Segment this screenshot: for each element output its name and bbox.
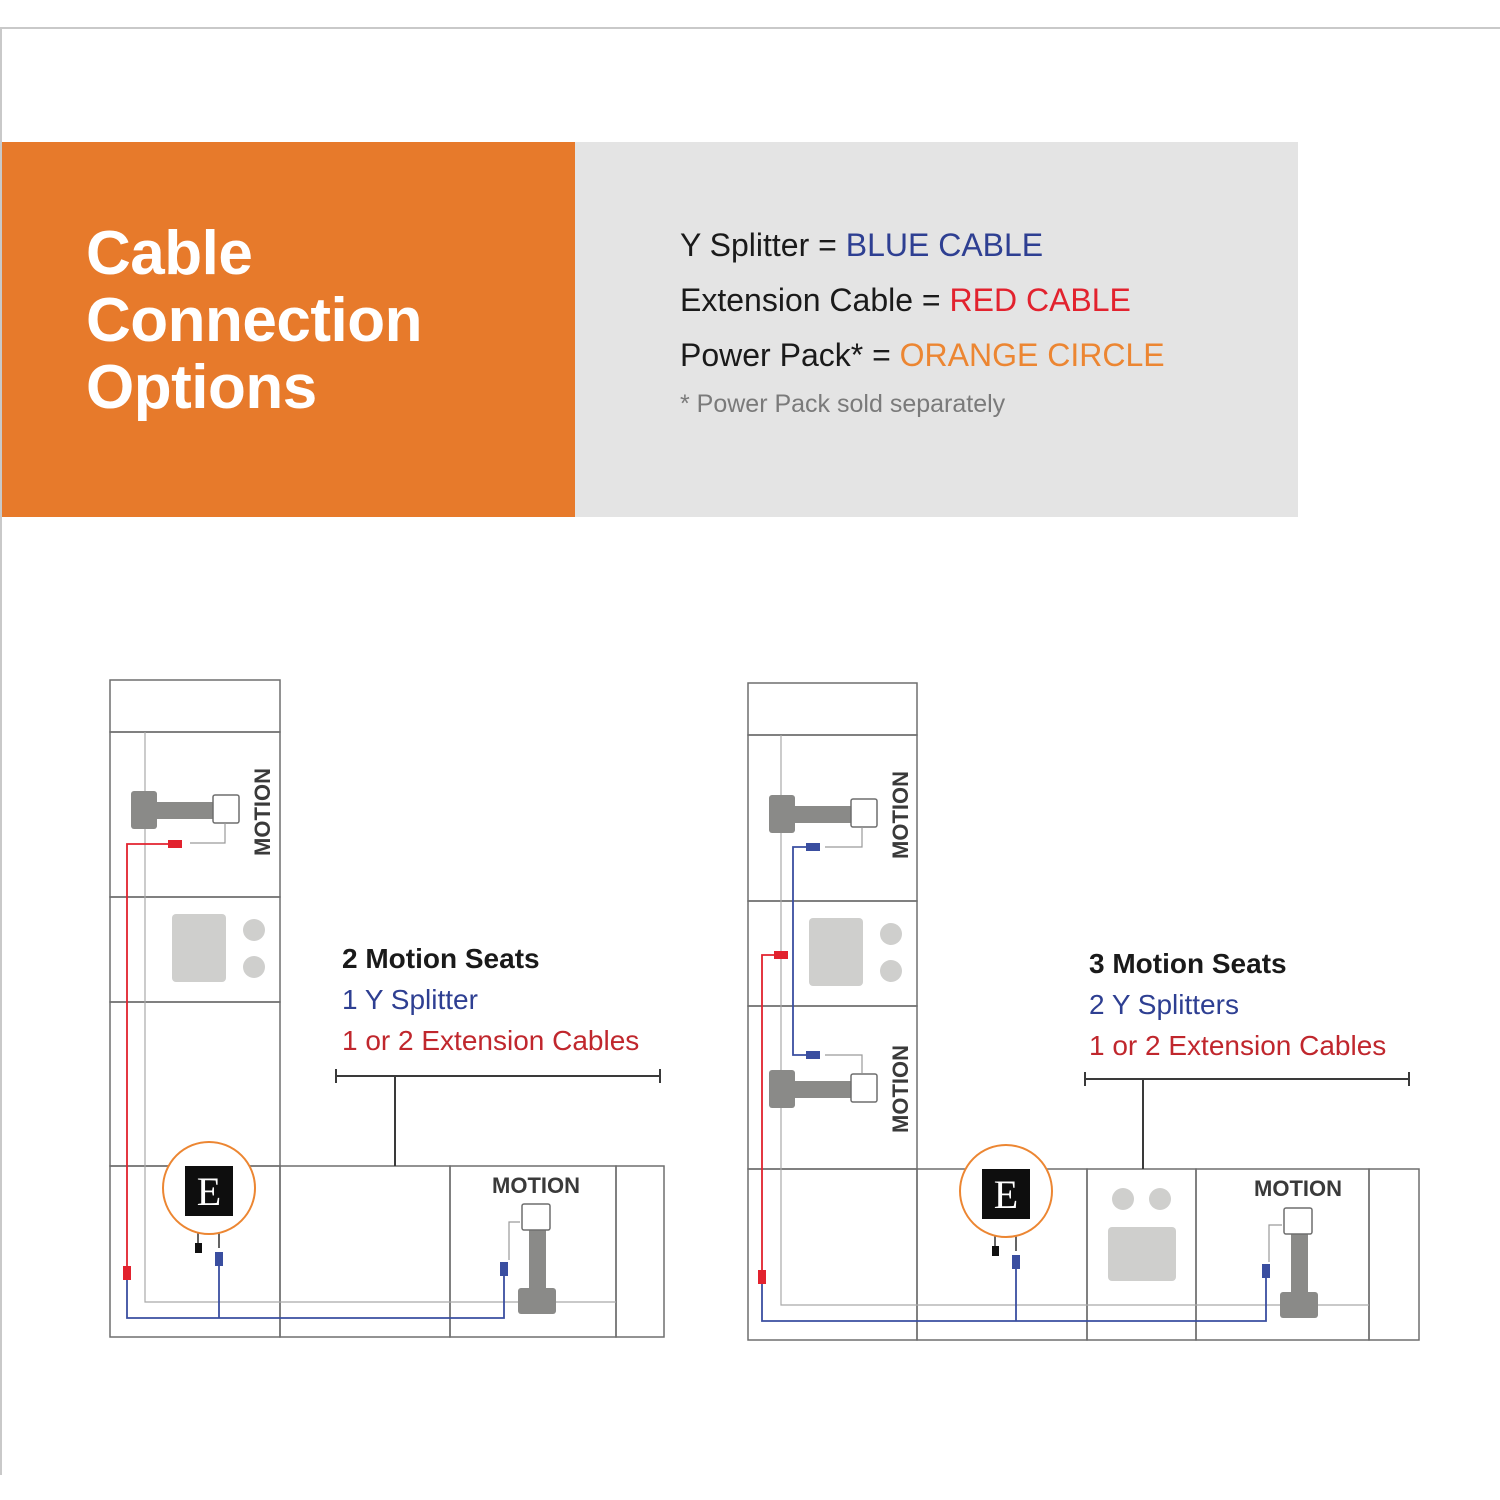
motion-seat [1280,1208,1318,1318]
config-extension-count: 1 or 2 Extension Cables [342,1025,640,1056]
red-cable [762,955,775,1270]
sofa-section [748,683,917,735]
title-line-2: Connection [86,286,422,355]
motion-label: MOTION [1254,1176,1342,1201]
motion-seat [131,791,239,829]
config-extension-count: 1 or 2 Extension Cables [1089,1030,1387,1061]
console [809,918,902,986]
motion-seat [769,795,877,833]
power-pack-letter: E [196,1169,222,1214]
annotation-bracket [336,1069,660,1166]
legend-value-blue-cable: BLUE CABLE [845,227,1044,263]
config-heading: 3 Motion Seats [1089,948,1287,979]
config-splitter-count: 2 Y Splitters [1089,989,1239,1020]
console [1108,1188,1176,1281]
console [172,914,265,982]
legend-label: Power Pack* = [680,337,900,373]
motion-label: MOTION [250,768,275,856]
title-line-3: Options [86,353,317,422]
motion-label: MOTION [888,1045,913,1133]
blue-cable [762,1275,1266,1321]
legend-label: Y Splitter = [680,227,846,263]
sofa-section [280,1166,450,1337]
power-pack-letter: E [993,1172,1019,1217]
footnote: * Power Pack sold separately [680,390,1006,418]
blue-cable [793,847,808,1055]
legend-value-orange-circle: ORANGE CIRCLE [899,337,1165,373]
blue-cable [127,1272,504,1318]
sofa-section [110,680,280,732]
config-heading: 2 Motion Seats [342,943,540,974]
motion-seat [769,1070,877,1108]
legend-label: Extension Cable = [680,282,950,318]
motion-seat [518,1204,556,1314]
legend-value-red-cable: RED CABLE [949,282,1131,318]
sofa-section [110,1002,280,1166]
motion-label: MOTION [492,1173,580,1198]
sofa-arm [616,1166,664,1337]
motion-label: MOTION [888,771,913,859]
sofa-corner [748,1169,917,1340]
sofa-arm [1369,1169,1419,1340]
annotation-bracket [1085,1072,1409,1169]
config-splitter-count: 1 Y Splitter [342,984,478,1015]
diagram-three-motion-seats [748,683,1419,1340]
title-line-1: Cable [86,219,253,288]
